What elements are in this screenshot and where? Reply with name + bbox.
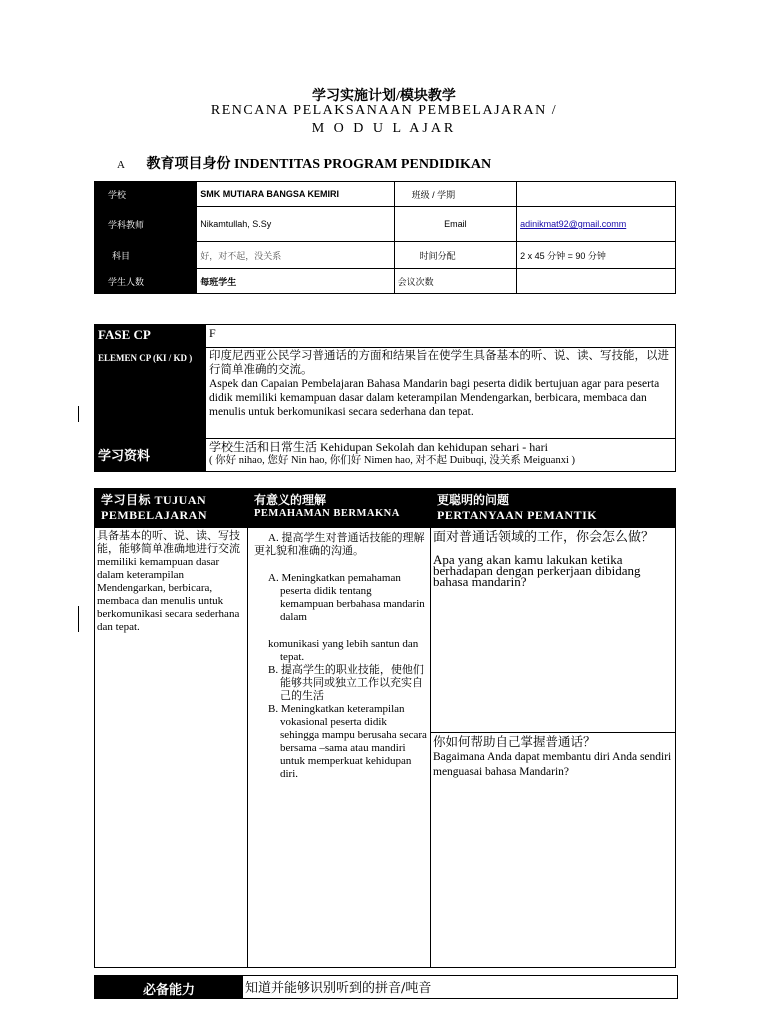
objectives-table — [94, 488, 676, 968]
school-value: SMK MUTIARA BANGSA KEMIRI — [197, 182, 394, 207]
understanding-a-chinese: A. 提高学生对普通话技能的理解 — [268, 532, 425, 544]
question-1-chinese: 面对普通话领域的工作，你会怎么做？ — [433, 529, 655, 544]
meetings-value — [517, 269, 676, 294]
class-value — [517, 182, 676, 207]
section-marker: A — [117, 159, 125, 171]
required-ability-label: 必备能力 — [95, 976, 243, 998]
teacher-label: 学科教师 — [95, 207, 197, 242]
source-line-1: 学校生活和日常生活 Kehidupan Sekolah dan kehidupan sehari - hari — [209, 440, 548, 454]
meaningful-understanding — [248, 528, 431, 968]
email-label: Email — [394, 207, 516, 242]
understanding-a-indonesian: A. Meningkatkan pemahaman peserta didik tentang kemampuan berbahasa mandarin dalam — [268, 572, 425, 623]
col1-header: 学习目标 TUJUAN PEMBELAJARAN — [95, 489, 248, 528]
text-cursor — [78, 406, 79, 422]
trigger-question-1 — [431, 528, 676, 733]
question-2-indonesian: Bagaimana Anda dapat membantu diri Anda sendiri menguasai bahasa Mandarin? — [433, 751, 672, 778]
element-text-indonesian: Aspek dan Capaian Pembelajaran Bahasa Mandarin bagi peserta didik bertujuan agar para peserta didik memiliki kemampuan dasar dalam keterampilan Mendengarkan, berbicara, membaca dan menulis untuk berkomunikasi secara sederhana dan tepat. — [209, 378, 660, 418]
question-2-chinese: 你如何帮助自己掌握普通话？ — [433, 735, 596, 749]
time-label: 时间分配 — [394, 242, 516, 269]
trigger-question-2 — [431, 733, 676, 968]
understanding-a-indonesian-2: komunikasi yang lebih santun dan tepat. — [268, 638, 419, 663]
col2-header: 有意义的理解 PEMAHAMAN BERMAKNA — [248, 489, 431, 528]
understanding-a-chinese-2: 更礼貌和准确的沟通。 — [254, 545, 364, 557]
subject-value: 好，对不起，没关系 — [197, 242, 394, 269]
section-a-heading — [117, 153, 491, 173]
email-value[interactable] — [517, 207, 676, 242]
text-cursor — [78, 606, 79, 632]
subject-label: 科目 — [95, 242, 197, 269]
students-value: 每班学生 — [197, 269, 394, 294]
email-link[interactable]: adinikmat92@gmail.comm — [520, 219, 627, 229]
fase-table — [94, 324, 676, 472]
learning-objective-text: 具备基本的听、说、读、写技能，能够简单准确地进行交流 memiliki kemampuan dasar dalam keterampilan Mendengarkan, berbicara, membaca dan menulis untuk berkomunikasi secara sederhana dan tepat. — [95, 528, 248, 968]
fase-value: F — [206, 325, 676, 348]
section-heading-text: 教育项目身份 INDENTITAS PROGRAM PENDIDIKAN — [146, 157, 492, 172]
title-indonesian: RENCANA PELAKSANAAN PEMBELAJARAN / — [210, 103, 558, 118]
title-modul-ajar: M O D U L AJAR — [311, 121, 457, 136]
fase-label: FASE CP — [95, 325, 206, 348]
teacher-value: Nikamtullah, S.Sy — [197, 207, 394, 242]
col3-header: 更聪明的问题 PERTANYAAN PEMANTIK — [431, 489, 676, 528]
source-label: 学习资料 — [95, 439, 206, 472]
question-1-indonesian: Apa yang akan kamu lakukan ketika berhadapan dengan perkerjaan dibidang bahasa mandarin? — [433, 552, 641, 589]
title-chinese: 学习实施计划/模块教学 — [312, 89, 456, 104]
source-line-2: ( 你好 nihao, 您好 Nin hao, 你们好 Nimen hao, 对不起 Duibuqi, 没关系 Meiguanxi ) — [209, 455, 576, 466]
students-label: 学生人数 — [95, 269, 197, 294]
class-label: 班级 / 学期 — [394, 182, 516, 207]
element-text-chinese: 印度尼西亚公民学习普通话的方面和结果旨在使学生具备基本的听、说、读、写技能，以进行简单准确的交流。 — [209, 350, 669, 376]
identity-table — [94, 181, 676, 294]
meetings-label: 会议次数 — [394, 269, 516, 294]
element-label: ELEMEN CP (KI / KD ) — [95, 348, 206, 439]
school-label: 学校 — [95, 182, 197, 207]
required-ability-row — [94, 975, 678, 999]
source-text — [206, 439, 676, 472]
time-value: 2 x 45 分钟 = 90 分钟 — [517, 242, 676, 269]
required-ability-value: 知道并能够识别听到的拼音/吨音 — [245, 981, 432, 996]
element-text — [206, 348, 676, 439]
understanding-b-indonesian: B. Meningkatkan keterampilan vokasional peserta didik sehingga mampu berusaha secara bersama –sama atau mandiri untuk memperkuat kehidupan diri. — [268, 703, 427, 780]
understanding-b-chinese: B. 提高学生的职业技能，使他们能够共同或独立工作以充实自己的生活 — [268, 664, 424, 702]
